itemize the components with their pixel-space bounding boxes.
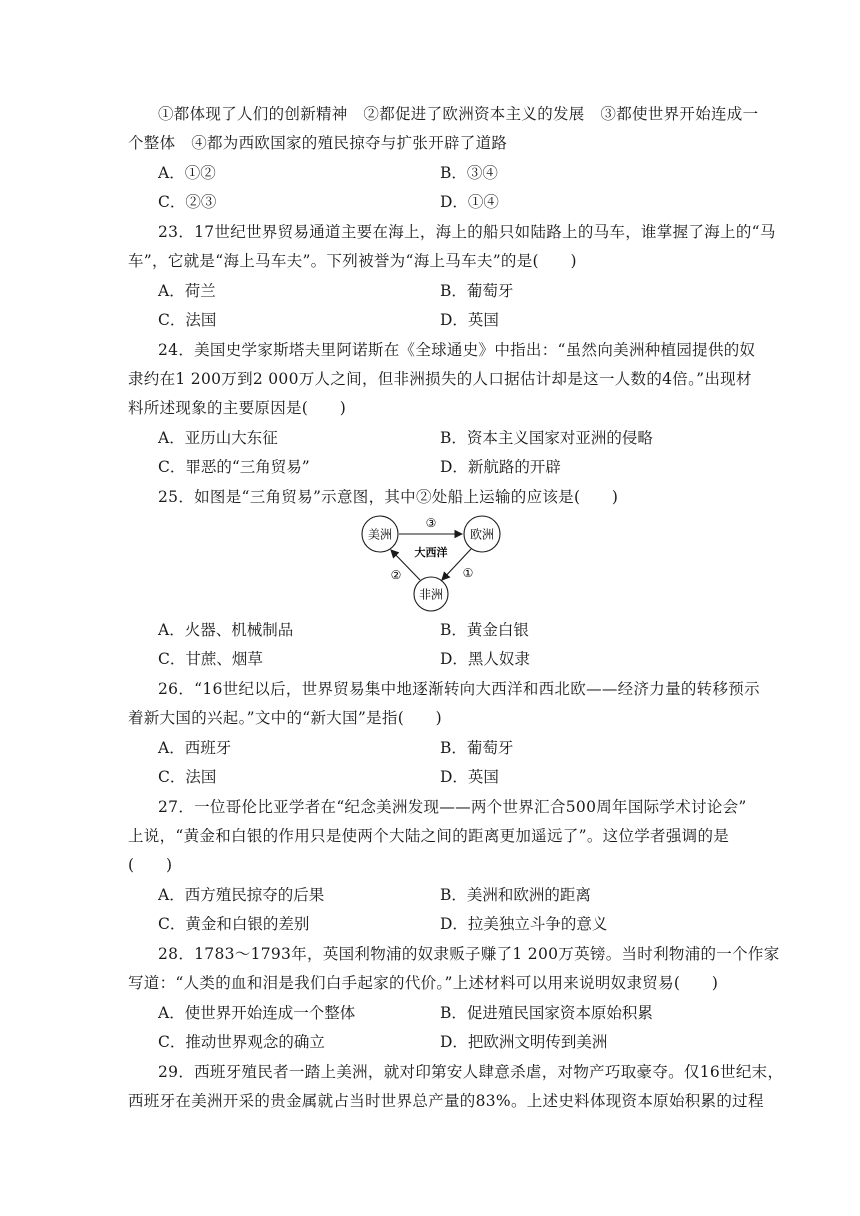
q27-option-c: C．黄金和白银的差别: [158, 915, 310, 933]
q25-option-d: D．黑人奴隶: [440, 650, 530, 668]
q23-option-d: D．英国: [440, 311, 499, 329]
q22-option-a: A．①②: [158, 164, 216, 182]
route3-label: ③: [425, 516, 437, 530]
q24-option-a: A．亚历山大东征: [158, 429, 278, 447]
triangle-trade-diagram: [356, 512, 506, 612]
q27-stem-line1: 27．一位哥伦比亚学者在“纪念美洲发现——两个世界汇合500周年国际学术讨论会”: [158, 798, 747, 816]
q26-option-c: C．法国: [158, 768, 217, 786]
q24-stem-line2: 隶约在1 200万到2 000万人之间，但非洲损失的人口据估计却是这一人数的4倍。”出现材: [128, 370, 752, 388]
q24-option-c: C．罪恶的“三角贸易”: [158, 458, 310, 476]
q25-option-c: C．甘蔗、烟草: [158, 650, 263, 668]
q22-option-c: C．②③: [158, 193, 217, 211]
q23-option-b: B．葡萄牙: [440, 282, 514, 300]
q26-option-a: A．西班牙: [158, 739, 232, 757]
q23-stem-line2: 车”，它就是“海上马车夫”。下列被誉为“海上马车夫”的是( ): [128, 252, 577, 270]
q25-option-a: A．火器、机械制品: [158, 621, 294, 639]
q22-option-d: D．①④: [440, 193, 499, 211]
q29-stem-line2: 西班牙在美洲开采的贵金属就占当时世界总产量的83%。上述史料体现资本原始积累的过程: [128, 1092, 764, 1110]
q28-stem-line2: 写道：“人类的血和泪是我们白手起家的代价。”上述材料可以用来说明奴隶贸易( ): [128, 974, 719, 992]
q28-option-a: A．使世界开始连成一个整体: [158, 1004, 356, 1022]
q23-option-a: A．荷兰: [158, 282, 216, 300]
q27-option-a: A．西方殖民掠夺的后果: [158, 886, 325, 904]
q24-option-d: D．新航路的开辟: [440, 458, 561, 476]
q23-option-c: C．法国: [158, 311, 217, 329]
q27-stem-line2: 上说，“黄金和白银的作用只是使两个大陆之间的距离更加遥远了”。这位学者强调的是: [128, 827, 730, 845]
q26-stem-line2: 着新大国的兴起。”文中的“新大国”是指( ): [128, 709, 443, 727]
q29-stem-line1: 29．西班牙殖民者一踏上美洲，就对印第安人肆意杀虐，对物产巧取豪夺。仅16世纪末，: [158, 1063, 784, 1081]
q27-option-d: D．拉美独立斗争的意义: [440, 915, 608, 933]
atlantic-label: 大西洋: [414, 546, 448, 559]
route1-label: ①: [462, 566, 474, 580]
q24-option-b: B．资本主义国家对亚洲的侵略: [440, 429, 653, 447]
q22-stem-line2: 个整体 ④都为西欧国家的殖民掠夺与扩张开辟了道路: [128, 134, 508, 152]
q26-stem-line1: 26．“16世纪以后，世界贸易集中地逐渐转向大西洋和西北欧——经济力量的转移预示: [158, 680, 760, 698]
route2-label: ②: [390, 568, 402, 582]
q24-stem-line3: 料所述现象的主要原因是( ): [128, 399, 347, 417]
q27-stem-line3: ( ): [128, 856, 173, 874]
q22-option-b: B．③④: [440, 164, 498, 182]
q27-option-b: B．美洲和欧洲的距离: [440, 886, 591, 904]
q28-option-d: D．把欧洲文明传到美洲: [440, 1033, 608, 1051]
americas-label: 美洲: [367, 527, 393, 542]
q28-stem-line1: 28．1783～1793年，英国利物浦的奴隶贩子赚了1 200万英镑。当时利物浦的一个作家: [158, 945, 780, 963]
q22-stem-line1: ①都体现了人们的创新精神 ②都促进了欧洲资本主义的发展 ③都使世界开始连成一: [158, 105, 759, 123]
q28-option-b: B．促进殖民国家资本原始积累: [440, 1004, 653, 1022]
q25-option-b: B．黄金白银: [440, 621, 529, 639]
q28-option-c: C．推动世界观念的确立: [158, 1033, 325, 1051]
europe-label: 欧洲: [469, 527, 495, 542]
q23-stem-line1: 23．17世纪世界贸易通道主要在海上，海上的船只如陆路上的马车，谁掌握了海上的“马: [158, 223, 776, 241]
q26-option-b: B．葡萄牙: [440, 739, 514, 757]
q24-stem-line1: 24．美国史学家斯塔夫里阿诺斯在《全球通史》中指出：“虽然向美洲种植园提供的奴: [158, 341, 756, 359]
q25-stem-line1: 25．如图是“三角贸易”示意图，其中②处船上运输的应该是( ): [158, 488, 619, 506]
q26-option-d: D．英国: [440, 768, 499, 786]
africa-label: 非洲: [418, 587, 444, 602]
